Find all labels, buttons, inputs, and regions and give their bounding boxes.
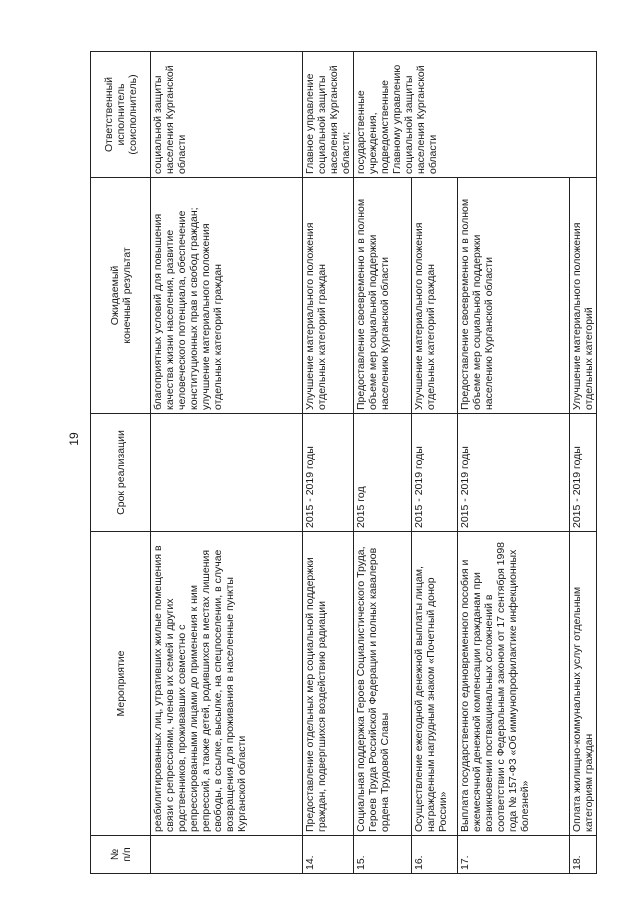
cell-num bbox=[151, 836, 303, 874]
table-row bbox=[151, 52, 303, 874]
cell-executor: государственные учреждения, подведомственные Главному управлению социальной защиты населения Курганской области bbox=[354, 52, 597, 178]
table-header-row bbox=[91, 52, 151, 874]
cell-period: 2015 год bbox=[354, 414, 412, 532]
cell-num: 14. bbox=[303, 836, 354, 874]
cell-activity: Осуществление ежегодной денежной выплаты лицам, награжденным нагрудным знаком «Почетный донор России» bbox=[412, 532, 458, 836]
cell-result: Предоставление своевременно и в полном объеме мер социальной поддержки населению Курганской области bbox=[458, 178, 570, 414]
header-result: Ожидаемый конечный результат bbox=[91, 178, 151, 414]
cell-num: 17. bbox=[458, 836, 570, 874]
cell-period: 2015 - 2019 годы bbox=[412, 414, 458, 532]
cell-period: 2015 - 2019 годы bbox=[570, 414, 597, 532]
header-activity: Мероприятие bbox=[91, 532, 151, 836]
cell-activity: Социальная поддержка Героев Социалистического Труда, Героев Труда Российской Федерации и полных кавалеров ордена Трудовой Славы bbox=[354, 532, 412, 836]
cell-num: 15. bbox=[354, 836, 412, 874]
cell-period: 2015 - 2019 годы bbox=[303, 414, 354, 532]
table-row bbox=[303, 52, 354, 874]
cell-activity: Предоставление отдельных мер социальной поддержки граждан, подвергшихся воздействию радиации bbox=[303, 532, 354, 836]
header-num: № п/п bbox=[91, 836, 151, 874]
cell-executor: социальной защиты населения Курганской области bbox=[151, 52, 303, 178]
cell-result: Предоставление своевременно и в полном объеме мер социальной поддержки населению Курганской области bbox=[354, 178, 412, 414]
cell-period: 2015 - 2019 годы bbox=[458, 414, 570, 532]
program-activities-table bbox=[90, 51, 597, 874]
header-period: Срок реализации bbox=[91, 414, 151, 532]
cell-activity: Оплата жилищно-коммунальных услуг отдельным категориям граждан bbox=[570, 532, 597, 836]
cell-period bbox=[151, 414, 303, 532]
cell-executor: Главное управление социальной защиты населения Курганской области; bbox=[303, 52, 354, 178]
table-row bbox=[354, 52, 412, 874]
rotated-page bbox=[90, 52, 595, 874]
header-executor: Ответственный исполнитель (соисполнитель) bbox=[91, 52, 151, 178]
cell-result: Улучшение материального положения отдельных категорий граждан bbox=[303, 178, 354, 414]
cell-result: Улучшение материального положения отдельных категорий bbox=[570, 178, 597, 414]
cell-activity: реабилитированных лиц, утративших жилые помещения в связи с репрессиями, членов их семей и других родственников, проживавших совместно с репрессированными лицами до применения к ним репрессий, а также детей, родившихся в местах лишения свободы, в ссылке, высылке, на спецпоселении, в случае возвращения для проживания в населенные пункты Курганской области bbox=[151, 532, 303, 836]
page-number: 19 bbox=[67, 432, 81, 446]
cell-num: 18. bbox=[570, 836, 597, 874]
cell-result: благоприятных условий для повышения качества жизни населения, развитие человеческого потенциала, обеспечение конституционных прав и свобод граждан; улучшение материального положения отдельных категорий граждан bbox=[151, 178, 303, 414]
cell-activity: Выплата государственного единовременного пособия и ежемесячной денежной компенсации гражданам при возникновении поствакцинальных осложнений в соответствии с Федеральным законом от 17 сентября 1998 года № 157-ФЗ «Об иммунопрофилактике инфекционных болезней» bbox=[458, 532, 570, 836]
cell-result: Улучшение материального положения отдельных категорий граждан bbox=[412, 178, 458, 414]
cell-num: 16. bbox=[412, 836, 458, 874]
